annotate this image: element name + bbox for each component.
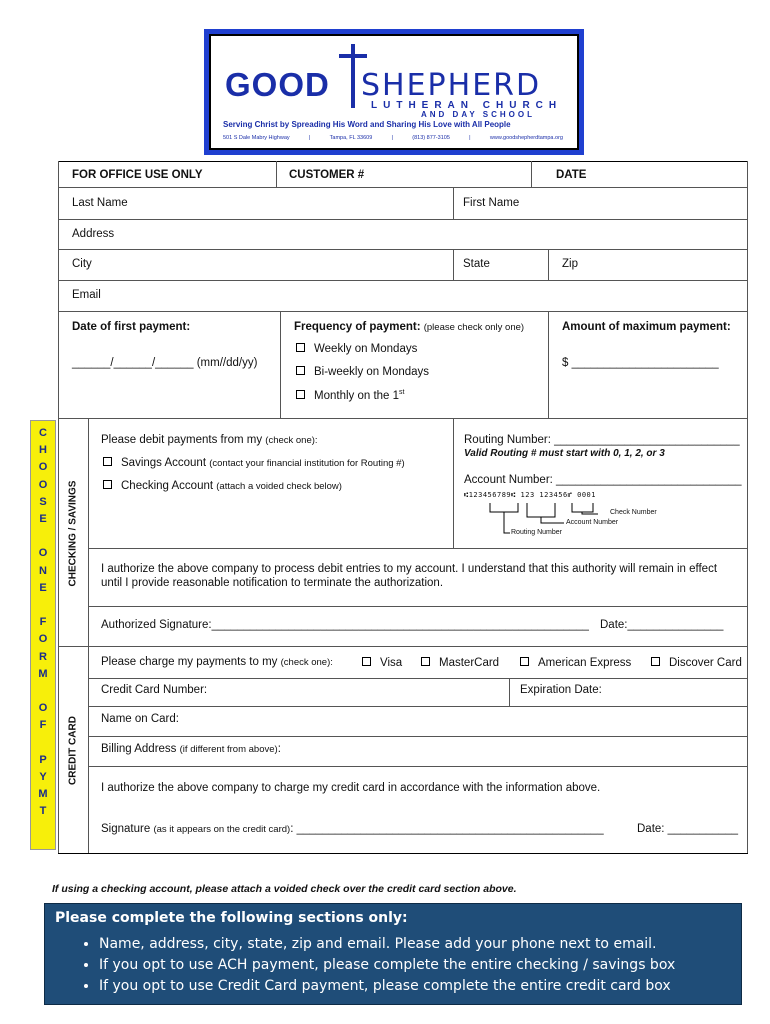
first-payment-date-field[interactable]: ______/______/______ (mm//dd/yy) xyxy=(72,357,258,369)
logo-tagline: Serving Christ by Spreading His Word and Sharing His Love with All People xyxy=(223,120,511,129)
logo-phone: (813) 877-3105 xyxy=(412,135,450,141)
logo-address-line: 501 S Dale Mabry Highway | Tampa, FL 33609 | (813) 877-3105 | www.goodshepherdtampa.org xyxy=(223,135,563,141)
choose-letter: F xyxy=(39,616,47,629)
credit-authorization: I authorize the above company to charge my credit card in accordance with the information above. xyxy=(101,782,601,794)
checkbox-icon[interactable] xyxy=(296,366,305,375)
logo-city: Tampa, FL 33609 xyxy=(329,135,373,141)
checkbox-icon[interactable] xyxy=(520,657,529,666)
church-logo xyxy=(204,29,584,155)
routing-number-field[interactable]: Routing Number: _____________________________ xyxy=(464,434,740,446)
discover-option[interactable]: Discover Card xyxy=(651,657,742,669)
choose-letter: C xyxy=(39,427,47,439)
state-field[interactable]: State xyxy=(463,258,490,270)
list-item: • If you opt to use ACH payment, please complete the entire checking / savings box xyxy=(99,955,675,976)
visa-option[interactable]: Visa xyxy=(362,657,402,669)
card-number-field[interactable]: Credit Card Number: xyxy=(101,684,208,696)
checkbox-icon[interactable] xyxy=(296,343,305,352)
choose-letter: H xyxy=(39,444,47,457)
choose-letter: S xyxy=(39,495,47,508)
logo-good: GOOD xyxy=(225,66,330,103)
check-diagram xyxy=(460,500,670,542)
debit-prompt: Please debit payments from my (check one): xyxy=(101,434,318,446)
choose-letter: Y xyxy=(39,771,47,783)
city-field[interactable]: City xyxy=(72,258,92,270)
choose-letter: O xyxy=(38,702,48,715)
mastercard-option[interactable]: MasterCard xyxy=(421,657,499,669)
charge-prompt: Please charge my payments to my (check one): xyxy=(101,656,333,668)
logo-web: www.goodshepherdtampa.org xyxy=(489,135,563,141)
customer-number-label: CUSTOMER # xyxy=(289,169,365,181)
choose-letter: F xyxy=(39,719,47,732)
instructions-box xyxy=(44,903,742,1005)
check-number-caption: Check Number xyxy=(610,509,657,516)
list-item: • If you opt to use Credit Card payment, please complete the entire credit card box xyxy=(99,976,675,997)
name-on-card-field[interactable]: Name on Card: xyxy=(101,713,179,725)
choose-letter: E xyxy=(39,513,47,525)
choose-letter: O xyxy=(38,461,48,474)
instructions-list xyxy=(55,934,675,997)
routing-valid-note: Valid Routing # must start with 0, 1, 2, or 3 xyxy=(464,448,665,459)
weekly-option[interactable]: Weekly on Mondays xyxy=(296,343,417,355)
biweekly-option[interactable]: Bi-weekly on Mondays xyxy=(296,366,429,378)
debit-date-field[interactable]: Date:_______________ xyxy=(600,619,724,631)
checkbox-icon[interactable] xyxy=(362,657,371,666)
date-label: DATE xyxy=(556,169,587,181)
last-name-field[interactable]: Last Name xyxy=(72,197,128,209)
account-number-field[interactable]: Account Number: _____________________________ xyxy=(464,474,742,486)
checking-option[interactable]: Checking Account (attach a voided check below) xyxy=(103,480,342,492)
credit-date-field[interactable]: Date: ___________ xyxy=(637,823,739,835)
cross-icon-bar xyxy=(339,54,367,58)
choose-one-banner xyxy=(30,420,56,850)
checking-savings-label: CHECKING / SAVINGS xyxy=(67,480,79,587)
credit-signature-field[interactable]: Signature (as it appears on the credit card): ________________________________________________ xyxy=(101,823,604,835)
checkbox-icon[interactable] xyxy=(296,390,305,399)
checkbox-icon[interactable] xyxy=(651,657,660,666)
choose-letter: O xyxy=(38,633,48,646)
billing-address-field[interactable]: Billing Address (if different from above): xyxy=(101,743,281,755)
email-field[interactable]: Email xyxy=(72,289,101,301)
micr-line: ⑆123456789⑆ 123 123456⑈ 0001 xyxy=(464,491,596,499)
list-item: • Name, address, city, state, zip and email. Please add your phone next to email. xyxy=(99,934,675,955)
max-payment-field[interactable]: $ _______________________ xyxy=(562,357,719,369)
routing-number-caption: Routing Number xyxy=(511,529,562,536)
checkbox-icon[interactable] xyxy=(421,657,430,666)
monthly-option[interactable]: Monthly on the 1st xyxy=(296,389,404,402)
logo-line2: AND DAY SCHOOL xyxy=(421,110,536,119)
instructions-title: Please complete the following sections only: xyxy=(55,910,408,926)
choose-letter: M xyxy=(38,667,48,680)
choose-letter: E xyxy=(39,581,47,594)
debit-authorization-line2: until I provide reasonable notification to terminate the authorization. xyxy=(101,577,444,589)
logo-shepherd: SHEPHERD xyxy=(361,68,542,103)
amex-option[interactable]: American Express xyxy=(520,657,631,669)
voided-check-note: If using a checking account, please attach a voided check over the credit card section above. xyxy=(52,883,517,895)
logo-address: 501 S Dale Mabry Highway xyxy=(223,135,290,141)
choose-letter: O xyxy=(38,547,48,560)
choose-letter: M xyxy=(38,788,48,801)
logo-line1: LUTHERAN CHURCH xyxy=(371,100,563,111)
choose-letter: P xyxy=(39,753,47,766)
choose-letter: N xyxy=(39,564,47,577)
expiration-date-field[interactable]: Expiration Date: xyxy=(520,684,602,696)
office-use-label: FOR OFFICE USE ONLY xyxy=(72,169,203,181)
frequency-label: Frequency of payment: (please check only one) xyxy=(294,321,525,333)
first-payment-label: Date of first payment: xyxy=(72,321,191,333)
choose-letter: R xyxy=(39,650,47,663)
account-number-caption: Account Number xyxy=(566,519,619,526)
choose-letter: T xyxy=(39,805,47,818)
address-field[interactable]: Address xyxy=(72,228,115,240)
first-name-field[interactable]: First Name xyxy=(463,197,520,209)
checkbox-icon[interactable] xyxy=(103,457,112,466)
debit-authorization-line1: I authorize the above company to process debit entries to my account. I understand that this authority will remain in effect xyxy=(101,563,718,575)
checkbox-icon[interactable] xyxy=(103,480,112,489)
zip-field[interactable]: Zip xyxy=(562,258,578,270)
authorized-signature-field[interactable]: Authorized Signature:___________________________________________________________ xyxy=(101,619,589,631)
savings-option[interactable]: Savings Account (contact your financial institution for Routing #) xyxy=(103,457,405,469)
credit-card-label: CREDIT CARD xyxy=(67,716,79,785)
choose-letter: O xyxy=(38,478,48,491)
max-payment-label: Amount of maximum payment: xyxy=(562,321,731,333)
